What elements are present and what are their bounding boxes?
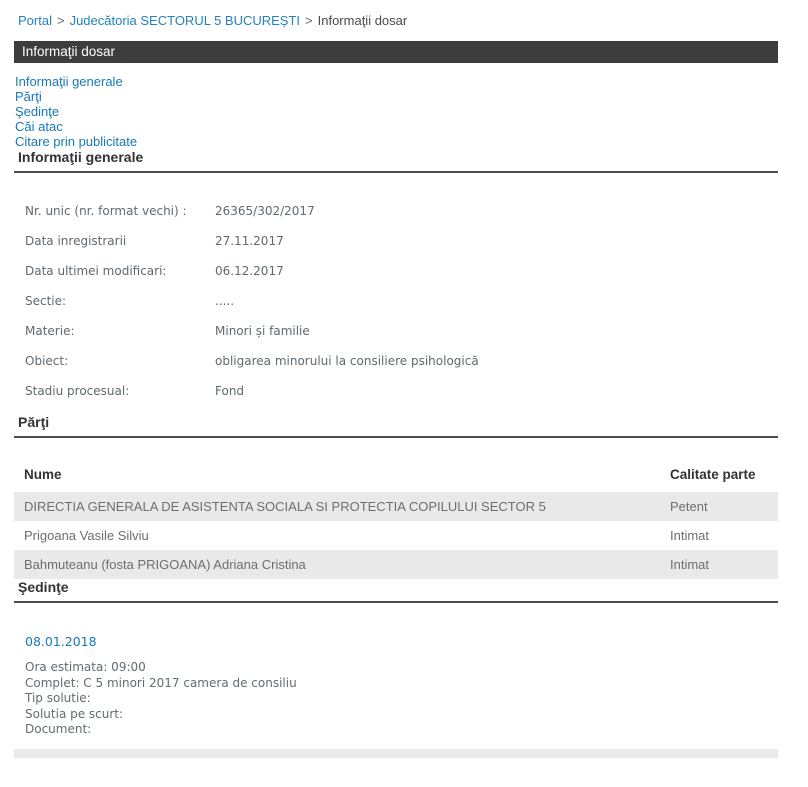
- column-header-calitate: Calitate parte: [670, 467, 756, 482]
- breadcrumb-link-portal[interactable]: Portal: [18, 13, 52, 28]
- field-value: 27.11.2017: [215, 234, 284, 248]
- field-row-sectie: [14, 294, 778, 324]
- breadcrumb-separator: >: [56, 13, 65, 28]
- session-date-link[interactable]: 08.01.2018: [25, 634, 97, 649]
- field-value: 06.12.2017: [215, 264, 284, 278]
- field-label: Sectie:: [25, 294, 67, 308]
- party-name: DIRECTIA GENERALA DE ASISTENTA SOCIALA SI PROTECTIA COPILULUI SECTOR 5: [14, 492, 660, 521]
- breadcrumb-separator: >: [305, 13, 313, 28]
- nav-link-sedinte[interactable]: Şedinţe: [15, 104, 60, 119]
- column-header-nume: Nume: [24, 467, 62, 482]
- session-detail-document: Document:: [25, 722, 92, 736]
- field-row-nr-unic: [14, 204, 778, 234]
- session-detail-ora: Ora estimata: 09:00: [25, 660, 146, 674]
- nav-link-parti[interactable]: Părţi: [15, 89, 42, 104]
- table-row: [14, 550, 778, 579]
- field-row-obiect: [14, 354, 778, 384]
- general-section-title: Informaţii generale: [14, 149, 778, 173]
- section-nav: [14, 74, 778, 149]
- party-role: Intimat: [670, 528, 710, 543]
- field-label: Stadiu procesual:: [25, 384, 130, 398]
- session-detail-solutia-pe-scurt: Solutia pe scurt:: [25, 706, 124, 721]
- nav-link-citare-publicitate[interactable]: Citare prin publicitate: [15, 134, 138, 149]
- field-value: Fond: [215, 384, 245, 398]
- field-row-data-modificari: [14, 264, 778, 294]
- field-value: 26365/302/2017: [215, 204, 315, 218]
- page-title-bar: [14, 41, 778, 63]
- field-label: Data inregistrarii: [25, 234, 127, 248]
- page: [14, 0, 778, 758]
- breadcrumb-current: Informaţii dosar: [317, 13, 408, 28]
- page-title: Informaţii dosar: [22, 44, 116, 59]
- field-label: Obiect:: [25, 354, 69, 368]
- party-name: Prigoana Vasile Silviu: [24, 528, 149, 543]
- party-name: Bahmuteanu (fosta PRIGOANA) Adriana Cristina: [14, 550, 660, 579]
- session-detail-complet: Complet: C 5 minori 2017 camera de consiliu: [25, 675, 297, 690]
- bottom-row-strip: [14, 749, 778, 758]
- parties-table: [14, 467, 778, 579]
- field-label: Data ultimei modificari:: [25, 264, 167, 278]
- nav-link-cai-atac[interactable]: Căi atac: [15, 119, 63, 134]
- field-row-data-inregistrarii: [14, 234, 778, 264]
- party-role: Petent: [660, 492, 778, 521]
- field-label: Nr. unic (nr. format vechi) :: [25, 204, 187, 218]
- general-fields: [14, 204, 778, 414]
- field-row-materie: [14, 324, 778, 354]
- field-label: Materie:: [25, 324, 75, 338]
- session-detail-tip-solutie: Tip solutie:: [25, 691, 91, 705]
- field-row-stadiu: [14, 384, 778, 414]
- session-details: [14, 660, 778, 738]
- table-row: [14, 521, 778, 550]
- session-date: [14, 634, 778, 649]
- party-role: Intimat: [660, 550, 778, 579]
- breadcrumb: [14, 0, 778, 28]
- field-value: Minori și familie: [215, 324, 310, 338]
- breadcrumb-link-court[interactable]: Judecătoria SECTORUL 5 BUCUREȘTI: [69, 13, 301, 28]
- field-value: obligarea minorului la consiliere psihologică: [215, 354, 479, 368]
- nav-link-informatii-generale[interactable]: Informaţii generale: [15, 74, 123, 89]
- sedinte-section-title: Şedinţe: [14, 579, 778, 603]
- field-value: .....: [215, 294, 235, 308]
- parties-header-row: [14, 467, 778, 492]
- parti-section-title: Părţi: [14, 414, 778, 438]
- table-row: [14, 492, 778, 521]
